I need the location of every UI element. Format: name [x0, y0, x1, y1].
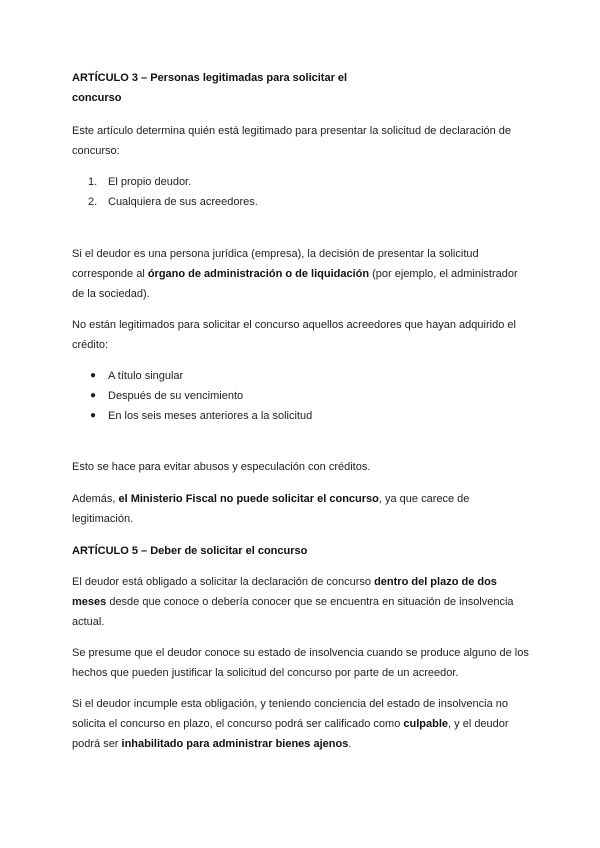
breach-paragraph	[72, 694, 532, 754]
duty-text-a: El deudor está obligado a solicitar la declaración de concurso	[72, 576, 375, 588]
breach-text-c: .	[348, 738, 352, 750]
list-item-text: El propio deudor.	[108, 176, 192, 188]
breach-text-a: Si el deudor incumple esta obligación, y teniendo conciencia del estado de insolvencia no solicita el concurso en plazo, el concurso podrá ser calificado como	[72, 698, 509, 730]
list-item-text: A título singular	[108, 370, 184, 382]
not-legitimated-paragraph: No están legitimados para solicitar el concurso aquellos acreedores que hayan adquirido el crédito:	[72, 319, 516, 351]
list-item	[72, 386, 532, 406]
duty-paragraph	[72, 572, 532, 632]
bullet-icon: ●	[90, 410, 97, 421]
list-item-text: Cualquiera de sus acreedores.	[108, 196, 258, 208]
fiscal-text-b: , ya que carece de legitimación.	[72, 493, 470, 525]
breach-text-b: , y el deudor podrá ser	[72, 718, 509, 750]
breach-bold-inhabilitado: inhabilitado para administrar bienes ajenos	[121, 738, 349, 750]
list-number: 2.	[88, 196, 98, 208]
acquired-credit-bullet-list	[72, 366, 532, 426]
legitimated-numbered-list	[72, 172, 532, 212]
legal-person-text-b: (por ejemplo, el administrador de la sociedad).	[72, 268, 518, 300]
fiscal-bold: el Ministerio Fiscal no puede solicitar el concurso	[118, 493, 379, 505]
legal-person-paragraph	[72, 244, 532, 304]
fiscal-text-a: Además,	[72, 493, 119, 505]
list-number: 1.	[88, 176, 98, 188]
article-5-heading: ARTÍCULO 5 – Deber de solicitar el concurso	[72, 545, 308, 557]
article-3-intro: Este artículo determina quién está legitimado para presentar la solicitud de declaración de concurso:	[72, 125, 512, 157]
fiscal-paragraph	[72, 489, 532, 529]
duty-text-b: desde que conoce o debería conocer que se encuentra en situación de insolvencia actual.	[72, 596, 514, 628]
article-3-heading-line-2: concurso	[72, 92, 122, 104]
presumption-paragraph: Se presume que el deudor conoce su estado de insolvencia cuando se produce alguno de los hechos que pueden justificar la solicitud del concurso por parte de un acreedor.	[72, 647, 529, 679]
list-item-text: Después de su vencimiento	[108, 390, 244, 402]
article-3-heading	[72, 68, 532, 108]
duty-bold: dentro del plazo de dos meses	[72, 576, 497, 608]
legal-person-text-a: Si el deudor es una persona jurídica (empresa), la decisión de presentar la solicitud corresponde al	[72, 248, 479, 280]
bullet-icon: ●	[90, 370, 97, 381]
list-item	[72, 192, 532, 212]
list-item	[72, 366, 532, 386]
legal-person-bold: órgano de administración o de liquidación	[147, 268, 370, 280]
purpose-paragraph: Esto se hace para evitar abusos y especulación con créditos.	[72, 461, 371, 473]
article-3-heading-line-1: ARTÍCULO 3 – Personas legitimadas para solicitar el	[72, 72, 348, 84]
breach-bold-culpable: culpable	[403, 718, 449, 730]
list-item	[72, 172, 532, 192]
list-item	[72, 406, 532, 426]
bullet-icon: ●	[90, 390, 97, 401]
list-item-text: En los seis meses anteriores a la solicitud	[108, 410, 313, 422]
